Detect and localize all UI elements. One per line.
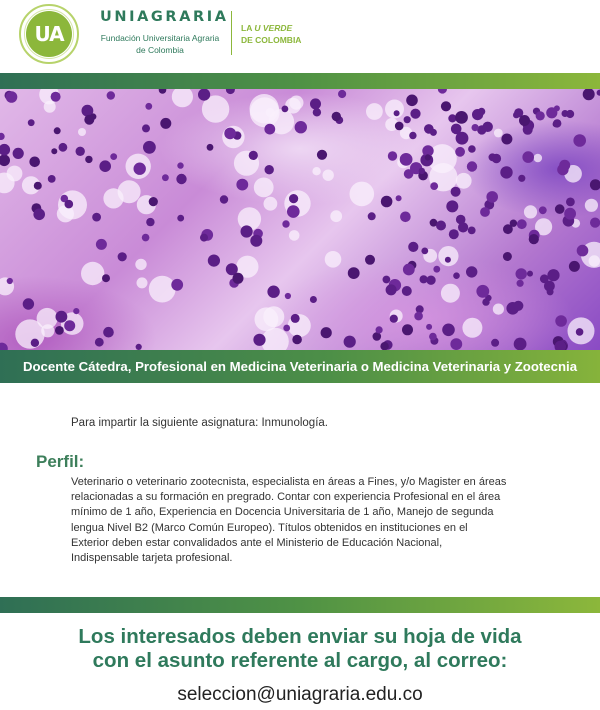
cell-nucleus bbox=[162, 174, 169, 181]
cell-nucleus bbox=[51, 148, 57, 154]
cell-nucleus bbox=[513, 301, 523, 311]
cell-nucleus bbox=[409, 132, 416, 139]
cell-nucleus bbox=[143, 141, 156, 154]
cell-nucleus bbox=[292, 335, 302, 345]
cell-nucleus bbox=[0, 144, 10, 156]
vacuole bbox=[41, 324, 54, 337]
cell-nucleus bbox=[142, 124, 150, 132]
cell-nucleus bbox=[400, 153, 413, 166]
vacuole bbox=[438, 246, 458, 266]
cell-nucleus bbox=[285, 293, 291, 299]
cell-nucleus bbox=[451, 187, 461, 197]
perfil-text bbox=[71, 475, 571, 566]
cell-nucleus bbox=[102, 274, 110, 282]
vacuole bbox=[118, 180, 141, 203]
microscopy-cells-image bbox=[0, 89, 600, 350]
contact-call-to-action bbox=[0, 625, 600, 673]
cell-nucleus bbox=[267, 286, 279, 298]
header-divider bbox=[231, 11, 232, 55]
cell-nucleus bbox=[73, 308, 79, 314]
cell-nucleus bbox=[134, 163, 146, 175]
cell-nucleus bbox=[224, 128, 236, 140]
cell-nucleus bbox=[390, 315, 398, 323]
vacuole bbox=[350, 182, 375, 207]
vacuole bbox=[330, 210, 342, 222]
cell-nucleus bbox=[149, 197, 158, 206]
cell-nucleus bbox=[65, 200, 74, 209]
cell-nucleus bbox=[6, 91, 18, 103]
cell-nucleus bbox=[425, 154, 431, 160]
cta-line1: Los interesados deben enviar su hoja de vida bbox=[78, 625, 522, 648]
cell-nucleus bbox=[388, 151, 397, 160]
cell-nucleus bbox=[265, 165, 274, 174]
cell-nucleus bbox=[468, 145, 476, 153]
contact-email-link[interactable]: seleccion@uniagraria.edu.co bbox=[177, 684, 423, 705]
cell-nucleus bbox=[455, 111, 468, 124]
cell-nucleus bbox=[482, 298, 489, 305]
cell-nucleus bbox=[198, 89, 210, 101]
cell-nucleus bbox=[338, 90, 346, 98]
vacuole bbox=[57, 205, 74, 222]
cell-nucleus bbox=[48, 175, 56, 183]
vacuole bbox=[250, 94, 279, 123]
cell-nucleus bbox=[576, 328, 584, 336]
cell-nucleus bbox=[555, 204, 565, 214]
vacuole bbox=[462, 318, 482, 338]
vacuole bbox=[534, 154, 543, 163]
cell-nucleus bbox=[289, 194, 298, 203]
cell-nucleus bbox=[519, 115, 530, 126]
cell-nucleus bbox=[0, 343, 8, 350]
cell-nucleus bbox=[145, 103, 152, 110]
top-gradient-bar bbox=[0, 73, 600, 89]
cell-nucleus bbox=[402, 286, 412, 296]
vacuole bbox=[441, 284, 460, 303]
cell-nucleus bbox=[400, 212, 411, 223]
cell-nucleus bbox=[264, 124, 275, 135]
cell-nucleus bbox=[547, 288, 554, 295]
cell-nucleus bbox=[536, 111, 545, 120]
cell-nucleus bbox=[282, 220, 289, 227]
cell-nucleus bbox=[569, 261, 580, 272]
perfil-line: Veterinario o veterinario zootecnista, especialista en áreas a Fines, y/o Magister en áreas bbox=[71, 476, 507, 488]
cell-nucleus bbox=[383, 276, 391, 284]
vacuole bbox=[81, 262, 104, 285]
cell-nucleus bbox=[467, 161, 477, 171]
cell-nucleus bbox=[64, 320, 75, 331]
vacuole bbox=[44, 101, 56, 113]
cell-nucleus bbox=[492, 154, 501, 163]
cell-nucleus bbox=[317, 150, 327, 160]
vacuole bbox=[323, 170, 334, 181]
brand-subtitle-line1: Fundación Universitaria Agraria bbox=[100, 33, 220, 43]
cell-nucleus bbox=[34, 182, 42, 190]
cell-nucleus bbox=[84, 115, 94, 125]
cell-nucleus bbox=[396, 195, 402, 201]
cell-nucleus bbox=[96, 239, 107, 250]
cell-nucleus bbox=[95, 338, 104, 347]
cell-nucleus bbox=[518, 175, 525, 182]
cell-nucleus bbox=[282, 106, 289, 113]
vacuole bbox=[456, 173, 472, 189]
cell-nucleus bbox=[107, 91, 115, 99]
cell-nucleus bbox=[557, 164, 568, 175]
cell-nucleus bbox=[118, 252, 127, 261]
cell-nucleus bbox=[503, 252, 512, 261]
cell-nucleus bbox=[442, 324, 455, 337]
cell-nucleus bbox=[527, 271, 533, 277]
cell-nucleus bbox=[146, 218, 154, 226]
cell-nucleus bbox=[287, 205, 300, 218]
cell-nucleus bbox=[313, 108, 321, 116]
cell-nucleus bbox=[483, 122, 493, 132]
cell-nucleus bbox=[365, 255, 375, 265]
cell-nucleus bbox=[310, 296, 317, 303]
vacuole bbox=[135, 259, 146, 270]
cell-nucleus bbox=[406, 95, 418, 107]
cell-nucleus bbox=[250, 235, 262, 247]
cell-nucleus bbox=[438, 89, 447, 94]
cell-nucleus bbox=[92, 213, 101, 222]
vacuole bbox=[524, 205, 537, 218]
cell-nucleus bbox=[430, 182, 438, 190]
cell-nucleus bbox=[344, 336, 356, 348]
cell-nucleus bbox=[177, 215, 184, 222]
cell-nucleus bbox=[424, 124, 434, 134]
brand-subtitle-line2: de Colombia bbox=[136, 45, 184, 55]
brand-block bbox=[100, 9, 229, 56]
cell-nucleus bbox=[233, 273, 244, 284]
vacuole bbox=[366, 103, 383, 120]
cell-nucleus bbox=[426, 276, 435, 285]
cell-nucleus bbox=[159, 89, 167, 94]
vacuole bbox=[325, 251, 342, 268]
header bbox=[0, 0, 600, 73]
cell-nucleus bbox=[436, 221, 446, 231]
vacuole bbox=[255, 307, 279, 331]
cell-nucleus bbox=[332, 112, 341, 121]
perfil-line: Indispensable tarjeta profesional. bbox=[71, 552, 233, 565]
cell-nucleus bbox=[23, 298, 34, 309]
cell-nucleus bbox=[226, 89, 235, 94]
vacuole bbox=[15, 319, 44, 348]
cell-nucleus bbox=[177, 162, 183, 168]
cell-nucleus bbox=[429, 333, 437, 341]
cell-nucleus bbox=[321, 327, 332, 338]
cell-nucleus bbox=[404, 116, 411, 123]
cell-nucleus bbox=[480, 207, 490, 217]
cell-nucleus bbox=[426, 324, 432, 330]
cell-nucleus bbox=[220, 195, 228, 203]
cell-nucleus bbox=[55, 326, 64, 335]
cells-illustration bbox=[0, 89, 600, 350]
cell-nucleus bbox=[249, 151, 258, 160]
cell-nucleus bbox=[29, 157, 40, 168]
cell-nucleus bbox=[564, 208, 576, 220]
cell-nucleus bbox=[394, 110, 400, 116]
perfil-line: Exterior deben estar convalidados ante el Ministerio de Educación Nacional, bbox=[71, 536, 443, 549]
cell-nucleus bbox=[553, 119, 561, 127]
cell-nucleus bbox=[529, 234, 539, 244]
cell-nucleus bbox=[514, 338, 527, 350]
vacuole bbox=[285, 98, 301, 114]
vacuole bbox=[494, 129, 503, 138]
cell-nucleus bbox=[0, 133, 5, 140]
cell-nucleus bbox=[540, 274, 549, 283]
cell-nucleus bbox=[577, 245, 589, 257]
cell-nucleus bbox=[408, 242, 418, 252]
cell-nucleus bbox=[0, 155, 10, 167]
uniagraria-logo bbox=[19, 4, 79, 64]
cell-nucleus bbox=[56, 311, 68, 323]
cell-nucleus bbox=[458, 222, 468, 232]
tagline bbox=[241, 22, 301, 46]
cell-nucleus bbox=[200, 234, 208, 242]
vacuole bbox=[78, 128, 86, 136]
cell-nucleus bbox=[517, 219, 527, 229]
perfil-heading: Perfil: bbox=[36, 452, 85, 471]
cell-nucleus bbox=[449, 229, 459, 239]
cell-nucleus bbox=[76, 147, 85, 156]
cell-nucleus bbox=[547, 269, 559, 281]
tagline-prefix: LA bbox=[241, 23, 255, 33]
cell-nucleus bbox=[486, 191, 498, 203]
cell-nucleus bbox=[33, 209, 45, 221]
job-title: Docente Cátedra, Profesional en Medicina Veterinaria o Medicina Veterinaria y Zootecnia bbox=[22, 359, 578, 374]
cta-line2: con el asunto referente al cargo, al correo: bbox=[92, 649, 508, 672]
cell-nucleus bbox=[453, 272, 460, 279]
cell-nucleus bbox=[546, 107, 557, 118]
cell-nucleus bbox=[31, 339, 39, 347]
cell-nucleus bbox=[208, 255, 220, 267]
cell-nucleus bbox=[207, 144, 214, 151]
cell-nucleus bbox=[573, 134, 586, 147]
cell-nucleus bbox=[59, 143, 68, 152]
cell-nucleus bbox=[468, 227, 476, 235]
cell-nucleus bbox=[291, 314, 300, 323]
cell-nucleus bbox=[516, 268, 527, 279]
cell-nucleus bbox=[522, 151, 534, 163]
cell-nucleus bbox=[103, 327, 114, 338]
cell-nucleus bbox=[241, 225, 253, 237]
vacuole bbox=[172, 89, 193, 107]
perfil-line: relacionadas a su formación en pregrado. Contar con experiencia Profesional en el área bbox=[71, 491, 501, 504]
vacuole bbox=[493, 304, 504, 315]
subject-intro: Para impartir la siguiente asignatura: Inmunología. bbox=[71, 417, 328, 429]
cell-nucleus bbox=[99, 160, 111, 172]
perfil-line: mínimo de 1 año, Experiencia en Docencia Universitaria de 1 año, Manejo de segunda bbox=[71, 506, 494, 519]
cell-nucleus bbox=[500, 166, 512, 178]
cell-nucleus bbox=[472, 124, 479, 131]
vacuole bbox=[385, 100, 404, 119]
cell-nucleus bbox=[160, 118, 171, 129]
cell-nucleus bbox=[376, 326, 383, 333]
cell-nucleus bbox=[395, 122, 404, 131]
brand-name: UNIAGRARIA bbox=[100, 9, 229, 25]
cell-nucleus bbox=[491, 339, 499, 347]
cell-nucleus bbox=[433, 266, 440, 273]
cell-nucleus bbox=[451, 124, 462, 135]
cell-nucleus bbox=[555, 315, 567, 327]
cell-nucleus bbox=[566, 198, 575, 207]
cell-nucleus bbox=[410, 109, 420, 119]
perfil-line: lengua Nivel B2 (Marco Común Europeo). Títulos obtenidos en instituciones en el bbox=[71, 521, 468, 534]
cell-nucleus bbox=[450, 338, 462, 350]
tagline-line2: DE COLOMBIA bbox=[241, 35, 302, 45]
vacuole bbox=[589, 255, 600, 266]
cell-nucleus bbox=[403, 264, 415, 276]
cell-nucleus bbox=[142, 234, 150, 242]
vacuole bbox=[585, 199, 598, 212]
cell-nucleus bbox=[517, 280, 524, 287]
cell-nucleus bbox=[171, 279, 183, 291]
bottom-gradient-bar bbox=[0, 597, 600, 613]
cell-nucleus bbox=[472, 109, 483, 120]
cell-nucleus bbox=[441, 101, 451, 111]
cell-nucleus bbox=[7, 278, 13, 284]
cell-nucleus bbox=[85, 156, 92, 163]
cell-nucleus bbox=[51, 92, 61, 102]
vacuole bbox=[312, 167, 320, 175]
tagline-emphasis: U VERDE bbox=[254, 23, 293, 33]
vacuole bbox=[149, 276, 176, 303]
logo-initials: UA bbox=[26, 11, 72, 57]
job-title-band bbox=[0, 350, 600, 383]
cell-nucleus bbox=[583, 89, 595, 100]
cell-nucleus bbox=[590, 179, 600, 190]
cell-nucleus bbox=[295, 121, 307, 133]
cell-nucleus bbox=[420, 275, 428, 283]
cell-nucleus bbox=[54, 127, 61, 134]
cell-nucleus bbox=[236, 179, 248, 191]
cell-nucleus bbox=[110, 153, 117, 160]
cell-nucleus bbox=[455, 147, 465, 157]
cell-nucleus bbox=[310, 98, 321, 109]
cell-nucleus bbox=[13, 148, 24, 159]
vacuole bbox=[289, 230, 300, 241]
cell-nucleus bbox=[597, 90, 600, 96]
cell-nucleus bbox=[28, 119, 35, 126]
vacuole bbox=[254, 178, 274, 198]
cell-nucleus bbox=[445, 257, 451, 263]
cell-nucleus bbox=[253, 334, 265, 346]
cell-nucleus bbox=[539, 206, 547, 214]
cell-nucleus bbox=[419, 168, 425, 174]
cell-nucleus bbox=[283, 325, 290, 332]
cell-nucleus bbox=[446, 200, 458, 212]
cell-nucleus bbox=[381, 196, 393, 208]
cell-nucleus bbox=[414, 312, 423, 321]
cell-nucleus bbox=[368, 212, 376, 220]
cell-nucleus bbox=[590, 218, 600, 228]
cell-nucleus bbox=[402, 324, 413, 335]
cell-nucleus bbox=[421, 248, 428, 255]
cell-nucleus bbox=[466, 266, 477, 277]
cell-nucleus bbox=[404, 169, 414, 179]
cell-nucleus bbox=[476, 285, 489, 298]
cell-nucleus bbox=[566, 110, 574, 118]
cell-nucleus bbox=[386, 284, 397, 295]
cell-nucleus bbox=[510, 220, 517, 227]
cell-nucleus bbox=[523, 125, 533, 135]
vacuole bbox=[137, 277, 148, 288]
cell-nucleus bbox=[176, 174, 186, 184]
vacuole bbox=[264, 197, 278, 211]
cell-nucleus bbox=[348, 267, 360, 279]
cell-nucleus bbox=[501, 134, 512, 145]
